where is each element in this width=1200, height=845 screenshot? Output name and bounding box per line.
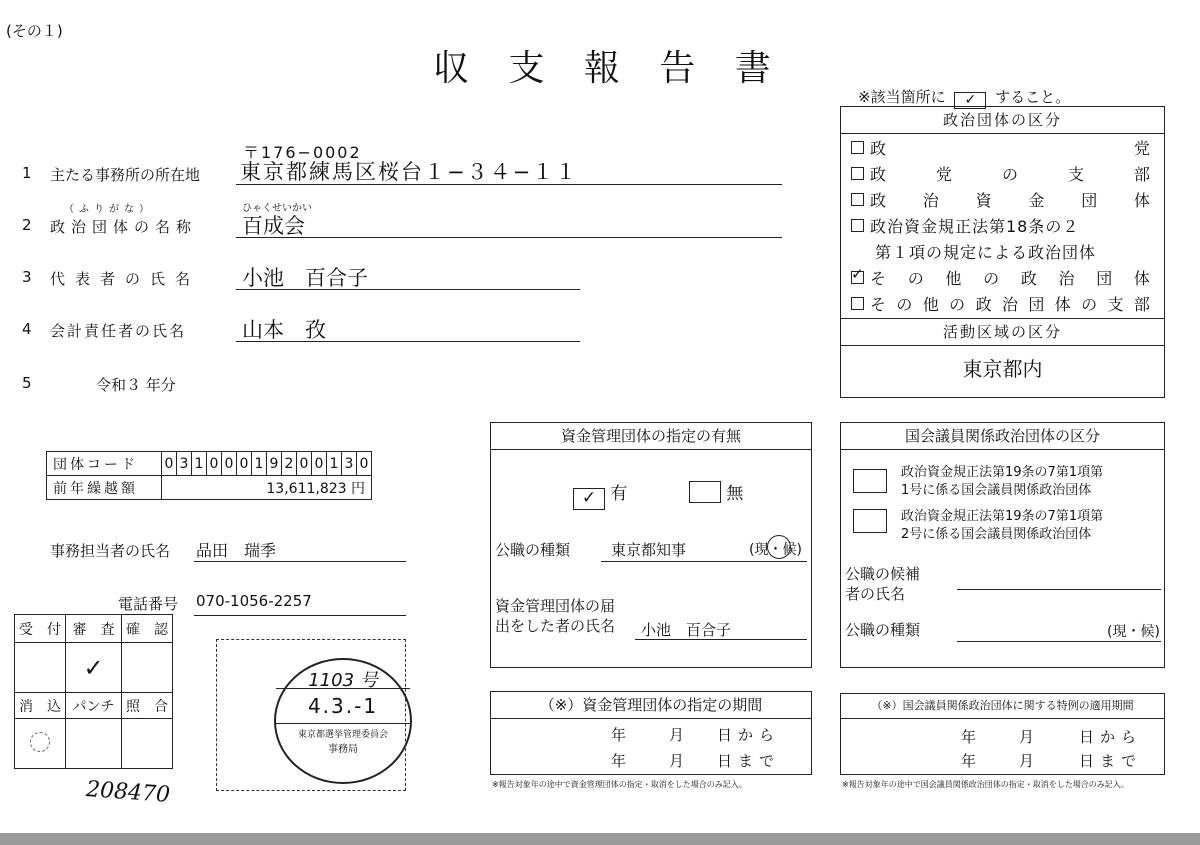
fund-mgmt-header: 資金管理団体の指定の有無: [491, 423, 811, 450]
stamp-office: 事務局: [328, 744, 358, 755]
status-circle-mark: [767, 535, 791, 559]
staff-name-underline: [194, 561, 406, 562]
field-3-label: 代表者の氏名: [50, 270, 201, 288]
diet-period-header: （※）国会議員関係政治団体に関する特例の適用期間: [841, 694, 1164, 719]
checkbox[interactable]: [851, 193, 864, 206]
area-header: 活動区域の区分: [841, 318, 1164, 346]
checkbox[interactable]: [689, 481, 721, 503]
category-fund-org[interactable]: [851, 186, 1150, 212]
field-3-no: 3: [22, 268, 32, 286]
representative-underline: [236, 289, 580, 290]
punch-cell: [66, 719, 122, 769]
code-digit: 0: [207, 452, 222, 476]
diet-option-1-line2: 1号に係る国会議員関係政治団体: [901, 483, 1092, 498]
org-code-table: [46, 451, 372, 500]
checkbox[interactable]: [853, 469, 887, 493]
diet-period-month-2: 月: [1019, 752, 1035, 770]
page-title: 収 支 報 告 書: [433, 48, 785, 89]
field-1-label: 主たる事務所の所在地: [50, 166, 201, 184]
checkbox[interactable]: [853, 509, 887, 533]
code-digit: 3: [342, 452, 357, 476]
stamp-committee: 東京都選挙管理委員会: [297, 730, 388, 740]
phone-value: 070-1056-2257: [196, 592, 312, 610]
fund-period-from: 日から: [717, 726, 781, 744]
verify-cell: [122, 719, 173, 769]
code-digit: 0: [312, 452, 327, 476]
address-underline: [236, 184, 782, 185]
fund-yes-option[interactable]: [573, 479, 627, 510]
fund-period-to: 日まで: [717, 752, 781, 770]
filer-label-1: 資金管理団体の届: [495, 597, 616, 615]
checkbox[interactable]: [851, 219, 864, 232]
category-label: 政 党 の 支 部: [870, 164, 1150, 184]
category-other-branch[interactable]: [851, 290, 1150, 316]
checkbox[interactable]: [851, 167, 864, 180]
scan-edge-bar: [0, 833, 1200, 845]
checkbox[interactable]: [851, 297, 864, 310]
diet-office-type-label: 公職の種類: [845, 621, 921, 639]
category-label: そ の 他 の 政 治 団 体: [870, 268, 1150, 288]
candidate-label-2: 者の氏名: [845, 585, 906, 603]
org-category-header: 政治団体の区分: [841, 107, 1164, 134]
candidate-label-1: 公職の候補: [845, 565, 921, 583]
furigana-label: （ふりがな）: [64, 204, 154, 215]
org-category-box: [840, 106, 1165, 398]
address-value: 東京都練馬区桜台１−３４−１１: [240, 160, 579, 184]
punch-cell-label: パンチ: [66, 693, 122, 719]
code-digit: 0: [222, 452, 237, 476]
accountant-value: 山本 孜: [242, 318, 326, 342]
fund-period-box: [490, 691, 812, 775]
diet-office-status: (現・候): [1107, 624, 1160, 640]
stamp-date: 4.3.-1: [307, 694, 379, 718]
category-other[interactable]: [851, 264, 1150, 290]
category-party-branch[interactable]: [851, 160, 1150, 186]
phone-underline: [194, 615, 406, 616]
postal-code: 〒176−0002: [243, 143, 362, 162]
diet-office-type-underline: [957, 641, 1161, 642]
fund-period-month-2: 月: [669, 752, 685, 770]
confirm-cell-label: 確 認: [122, 615, 173, 643]
code-digit: 2: [282, 452, 297, 476]
code-digit: 1: [252, 452, 267, 476]
candidate-underline: [957, 589, 1161, 590]
receipt-stamp: [274, 658, 412, 784]
field-4-label: 会計責任者の氏名: [50, 322, 187, 340]
fund-period-header: （※）資金管理団体の指定の期間: [491, 692, 811, 719]
code-digit: 9: [267, 452, 282, 476]
diet-period-box: [840, 693, 1165, 775]
clear-cell-label: 消 込: [15, 693, 66, 719]
check-note-suffix: すること。: [995, 88, 1071, 106]
checkbox-checked[interactable]: ✓: [573, 488, 605, 510]
code-digit: 0: [357, 452, 372, 476]
field-4-no: 4: [22, 320, 32, 338]
checkbox-sample: ✓: [954, 92, 986, 109]
diet-option-2-line1: 政治資金規正法第19条の7第1項第: [901, 509, 1104, 524]
code-digit: 0: [297, 452, 312, 476]
report-year: 令和３ 年分: [96, 376, 176, 394]
office-status: (現・候): [749, 542, 802, 558]
filer-value: 小池 百合子: [641, 621, 732, 639]
furigana-value: ひゃくせいかい: [242, 203, 312, 214]
category-label-line2: 第１項の規定による政治団体: [875, 242, 1097, 262]
review-check-mark: ✓: [66, 643, 122, 693]
carry-over-value: 13,611,823 円: [162, 476, 372, 500]
handwritten-number: 208470: [85, 777, 171, 808]
staff-name-value: 品田 瑞季: [196, 541, 277, 560]
diet-period-note: ※報告対象年の途中で国会議員関係政治団体の指定・取消をした場合のみ記入。: [842, 780, 1129, 789]
fund-period-year-2: 年: [611, 752, 627, 770]
area-value: 東京都内: [962, 357, 1043, 381]
diet-period-to: 日まで: [1079, 752, 1143, 770]
field-5-no: 5: [22, 374, 32, 392]
category-article-18-line2: [851, 238, 1150, 264]
fund-no-label: 無: [726, 484, 744, 504]
code-digit: 1: [192, 452, 207, 476]
check-note-prefix: ※該当箇所に: [858, 88, 946, 106]
receipt-cell: [15, 643, 66, 693]
org-code-label: 団体コード: [47, 452, 162, 476]
filer-underline: [635, 639, 807, 640]
code-digit: 3: [177, 452, 192, 476]
diet-period-month: 月: [1019, 728, 1035, 746]
category-label: 政治資金規正法第18条の２: [870, 216, 1080, 236]
org-name-underline: [236, 237, 782, 238]
checkbox[interactable]: [851, 141, 864, 154]
stamp-number: 1103 号: [308, 670, 378, 691]
org-name-value: 百成会: [242, 214, 305, 238]
diet-category-box: [840, 422, 1165, 668]
category-label: そ の 他 の 政 治 団 体 の 支 部: [870, 294, 1150, 314]
fund-mgmt-box: [490, 422, 812, 668]
fund-yes-label: 有: [610, 484, 628, 504]
category-label: 政 党: [870, 138, 1150, 158]
representative-value: 小池 百合子: [242, 266, 368, 290]
office-type-label: 公職の種類: [495, 541, 571, 559]
code-digit: 1: [327, 452, 342, 476]
category-label: 政 治 資 金 団 体: [870, 190, 1150, 210]
code-digit: 0: [162, 452, 177, 476]
receipt-cell-label: 受 付: [15, 615, 66, 643]
category-article-18[interactable]: [851, 212, 1150, 238]
verify-cell-label: 照 合: [122, 693, 173, 719]
page-label: (その１): [6, 22, 63, 40]
fund-period-month: 月: [669, 726, 685, 744]
category-party[interactable]: [851, 134, 1150, 160]
diet-category-header: 国会議員関係政治団体の区分: [841, 423, 1164, 450]
field-2-label: 政治団体の名称: [50, 218, 198, 236]
office-type-underline: [601, 561, 807, 562]
accountant-underline: [236, 341, 580, 342]
diet-period-from: 日から: [1079, 728, 1143, 746]
stamp-divider: [276, 723, 410, 724]
fund-period-note: ※報告対象年の途中で資金管理団体の指定・取消をした場合のみ記入。: [492, 780, 747, 789]
clear-cell: [15, 719, 66, 769]
diet-option-1-line1: 政治資金規正法第19条の7第1項第: [901, 465, 1104, 480]
diet-period-year-2: 年: [961, 752, 977, 770]
checkbox-checked[interactable]: [851, 271, 864, 284]
review-cell-label: 審 査: [66, 615, 122, 643]
diet-option-2-line2: 2号に係る国会議員関係政治団体: [901, 527, 1092, 542]
diet-period-year: 年: [961, 728, 977, 746]
filer-label-2: 出をした者の氏名: [495, 617, 616, 635]
fund-period-year: 年: [611, 726, 627, 744]
receipt-table: [14, 614, 173, 769]
field-1-no: 1: [22, 164, 32, 182]
carry-over-label: 前年繰越額: [47, 476, 162, 500]
code-digit: 0: [237, 452, 252, 476]
phone-label: 電話番号: [118, 595, 179, 613]
office-type-value: 東京都知事: [611, 541, 687, 559]
confirm-cell: [122, 643, 173, 693]
staff-name-label: 事務担当者の氏名: [50, 542, 171, 560]
field-2-no: 2: [22, 216, 32, 234]
fund-no-option[interactable]: [689, 479, 743, 504]
small-seal-icon: [30, 732, 50, 752]
